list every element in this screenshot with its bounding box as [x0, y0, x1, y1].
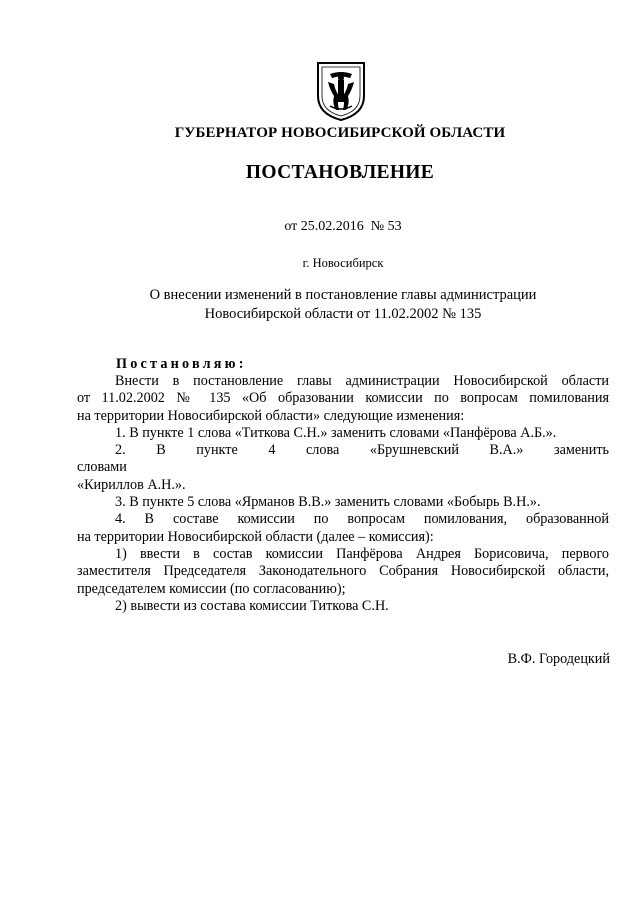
- document-date-number: от 25.02.2016 № 53: [284, 219, 402, 234]
- decree-body: [77, 373, 609, 615]
- subitem-2: 2) вывести из состава комиссии Титкова С.Н.: [115, 597, 389, 614]
- subitem-1-line: председателем комиссии (по согласованию);: [77, 580, 346, 597]
- subject-line: О внесении изменений в постановление главы администрации: [149, 287, 537, 303]
- item-1: 1. В пункте 1 слова «Титкова С.Н.» заменить словами «Панфёрова А.Б.».: [115, 424, 557, 441]
- item-4-line: на территории Новосибирской области (далее – комиссия):: [77, 528, 434, 545]
- intro-line: Внести в постановление главы администрации Новосибирской области: [115, 373, 609, 389]
- subject-line: Новосибирской области от 11.02.2002 № 135: [204, 306, 482, 322]
- intro-line: от 11.02.2002 № 135 «Об образовании комиссии по вопросам помилования: [77, 390, 609, 407]
- coat-of-arms-icon: [316, 60, 366, 122]
- document-city: г. Новосибирск: [302, 256, 384, 270]
- item-3: 3. В пункте 5 слова «Ярманов В.В.» заменить словами «Бобырь В.Н.».: [115, 494, 541, 511]
- signature-name: В.Ф. Городецкий: [507, 651, 610, 667]
- item-2-line: 2. В пункте 4 слова «Брушневский В.А.» заменить словами: [77, 442, 609, 476]
- intro-line: на территории Новосибирской области» следующие изменения:: [77, 407, 465, 424]
- issuing-authority: ГУБЕРНАТОР НОВОСИБИРСКОЙ ОБЛАСТИ: [174, 125, 506, 141]
- subitem-1-line: 1) ввести в состав комиссии Панфёрова Андрея Борисовича, первого: [115, 545, 609, 562]
- decree-word: Постановляю:: [116, 356, 247, 372]
- subitem-1-line: заместителя Председателя Законодательного Собрания Новосибирской области,: [77, 563, 609, 580]
- item-4-line: 4. В составе комиссии по вопросам помилования, образованной: [115, 511, 609, 528]
- document-type: ПОСТАНОВЛЕНИЕ: [245, 162, 435, 183]
- item-2-line: «Кириллов А.Н.».: [77, 476, 186, 493]
- document-subject: [0, 286, 640, 324]
